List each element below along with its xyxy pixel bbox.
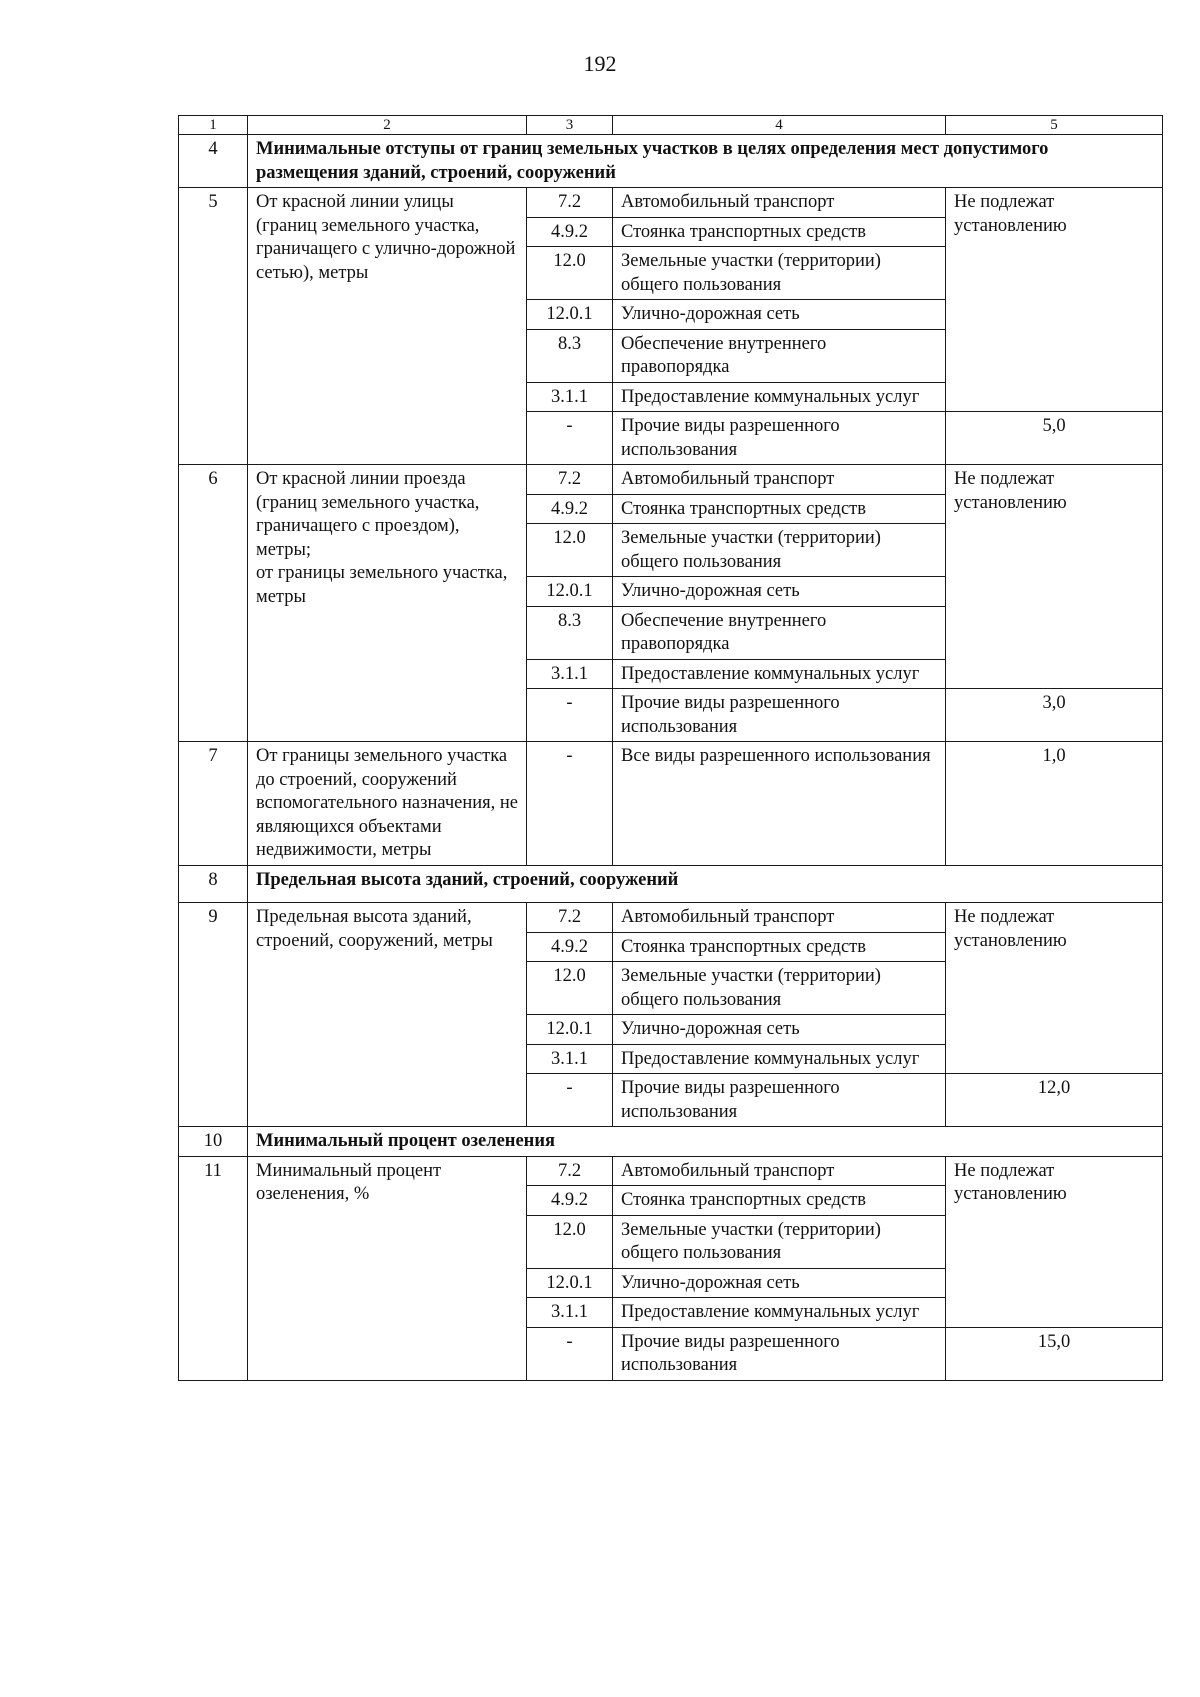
column-header: 4: [613, 116, 946, 135]
use-name: Земельные участки (территории) общего пользования: [613, 524, 946, 577]
use-code: 7.2: [527, 188, 613, 218]
use-code: 8.3: [527, 329, 613, 382]
table-row: [179, 188, 1163, 218]
use-code: 12.0: [527, 524, 613, 577]
use-code: 3.1.1: [527, 659, 613, 689]
use-name: Стоянка транспортных средств: [613, 494, 946, 524]
use-name: Обеспечение внутреннего правопорядка: [613, 606, 946, 659]
use-code: 7.2: [527, 1156, 613, 1186]
row-number: 9: [179, 903, 248, 1127]
use-code: 7.2: [527, 465, 613, 495]
use-name: Автомобильный транспорт: [613, 1156, 946, 1186]
column-header: 3: [527, 116, 613, 135]
parameter-value: 3,0: [946, 689, 1163, 742]
section-heading: Предельная высота зданий, строений, сооружений: [248, 865, 1163, 903]
use-code: -: [527, 412, 613, 465]
use-name: Все виды разрешенного использования: [613, 742, 946, 866]
table-row: [179, 1156, 1163, 1186]
parameter-name-part: от границы земельного участка, метры: [256, 563, 508, 607]
use-name: Улично-дорожная сеть: [613, 1268, 946, 1298]
parameter-name: Предельная высота зданий, строений, сооружений, метры: [248, 903, 527, 1127]
column-header: 2: [248, 116, 527, 135]
row-number: 11: [179, 1156, 248, 1380]
use-name: Обеспечение внутреннего правопорядка: [613, 329, 946, 382]
parameter-name-part: От красной линии проезда (границ земельного участка, граничащего с проездом), метры;: [256, 469, 480, 560]
use-name: Земельные участки (территории) общего пользования: [613, 1215, 946, 1268]
row-number: 7: [179, 742, 248, 866]
column-header-row: [179, 116, 1163, 135]
use-name: Стоянка транспортных средств: [613, 932, 946, 962]
table-row: [179, 465, 1163, 495]
row-number: 6: [179, 465, 248, 742]
parameter-name: [248, 465, 527, 742]
use-code: 3.1.1: [527, 382, 613, 412]
use-name: Улично-дорожная сеть: [613, 577, 946, 607]
parameter-name: Минимальный процент озеленения, %: [248, 1156, 527, 1380]
use-name: Улично-дорожная сеть: [613, 1015, 946, 1045]
use-name: Прочие виды разрешенного использования: [613, 1327, 946, 1380]
table-row: [179, 865, 1163, 903]
use-code: 3.1.1: [527, 1044, 613, 1074]
table-row: [179, 742, 1163, 866]
parameter-name: От границы земельного участка до строений, сооружений вспомогательного назначения, не являющихся объектами недвижимости, метры: [248, 742, 527, 866]
use-code: 4.9.2: [527, 1186, 613, 1216]
use-name: Прочие виды разрешенного использования: [613, 1074, 946, 1127]
use-code: 12.0.1: [527, 577, 613, 607]
parameter-value: Не подлежат установлению: [946, 465, 1163, 689]
row-number: 10: [179, 1127, 248, 1157]
use-name: Земельные участки (территории) общего пользования: [613, 247, 946, 300]
use-name: Стоянка транспортных средств: [613, 217, 946, 247]
use-name: Улично-дорожная сеть: [613, 300, 946, 330]
row-number: 8: [179, 865, 248, 903]
use-code: 12.0.1: [527, 1015, 613, 1045]
use-name: Предоставление коммунальных услуг: [613, 1298, 946, 1328]
use-name: Земельные участки (территории) общего пользования: [613, 962, 946, 1015]
use-code: -: [527, 742, 613, 866]
use-code: 12.0: [527, 1215, 613, 1268]
use-code: 8.3: [527, 606, 613, 659]
use-code: -: [527, 1074, 613, 1127]
use-code: -: [527, 689, 613, 742]
table-row: [179, 1127, 1163, 1157]
section-heading: Минимальные отступы от границ земельных участков в целях определения мест допустимого размещения зданий, строений, сооружений: [248, 135, 1163, 188]
use-code: 4.9.2: [527, 494, 613, 524]
row-number: 5: [179, 188, 248, 465]
use-name: Автомобильный транспорт: [613, 903, 946, 933]
parameter-value: 1,0: [946, 742, 1163, 866]
use-code: 3.1.1: [527, 1298, 613, 1328]
parameter-value: Не подлежат установлению: [946, 903, 1163, 1074]
use-code: 4.9.2: [527, 932, 613, 962]
use-name: Предоставление коммунальных услуг: [613, 382, 946, 412]
use-name: Прочие виды разрешенного использования: [613, 412, 946, 465]
column-header: 1: [179, 116, 248, 135]
parameter-value: 12,0: [946, 1074, 1163, 1127]
use-code: 12.0: [527, 962, 613, 1015]
parameter-value: 15,0: [946, 1327, 1163, 1380]
use-name: Предоставление коммунальных услуг: [613, 659, 946, 689]
use-code: -: [527, 1327, 613, 1380]
parameter-value: Не подлежат установлению: [946, 1156, 1163, 1327]
use-code: 7.2: [527, 903, 613, 933]
use-code: 4.9.2: [527, 217, 613, 247]
use-name: Автомобильный транспорт: [613, 188, 946, 218]
use-code: 12.0.1: [527, 1268, 613, 1298]
use-name: Предоставление коммунальных услуг: [613, 1044, 946, 1074]
section-heading: Минимальный процент озеленения: [248, 1127, 1163, 1157]
table-row: [179, 135, 1163, 188]
page-number: 192: [583, 51, 617, 76]
table-row: [179, 903, 1163, 933]
parameter-value: Не подлежат установлению: [946, 188, 1163, 412]
row-number: 4: [179, 135, 248, 188]
parameter-name: От красной линии улицы (границ земельного участка, граничащего с улично-дорожной сетью), метры: [248, 188, 527, 465]
use-name: Стоянка транспортных средств: [613, 1186, 946, 1216]
regulations-table: [178, 115, 1163, 1381]
use-name: Прочие виды разрешенного использования: [613, 689, 946, 742]
use-name: Автомобильный транспорт: [613, 465, 946, 495]
use-code: 12.0.1: [527, 300, 613, 330]
column-header: 5: [946, 116, 1163, 135]
use-code: 12.0: [527, 247, 613, 300]
parameter-value: 5,0: [946, 412, 1163, 465]
